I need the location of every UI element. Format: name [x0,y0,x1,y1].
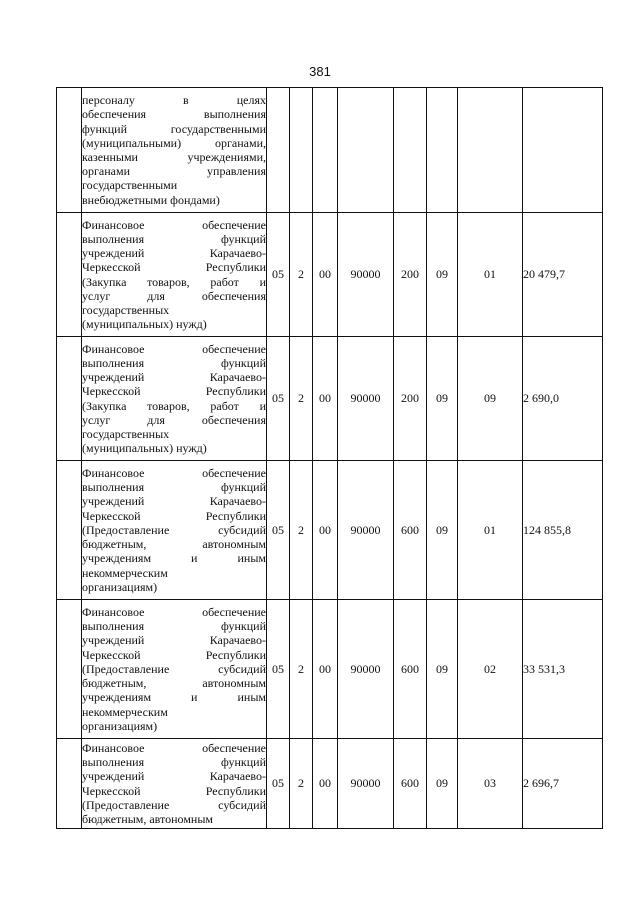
description-line: учреждений Карачаево- [82,370,266,385]
chapter-code-cell: 09 [427,739,458,829]
row-number-cell [57,600,82,739]
direction-code-cell: 90000 [338,600,394,739]
description-cell [82,88,267,213]
description-line: казенными учреждениями, [82,150,266,164]
subprogram-code-cell [313,88,338,213]
subchapter-code-cell: 03 [458,739,523,829]
description-line: функций государственными [82,121,266,136]
expense-type-code-cell [394,88,427,213]
subprogram-code-cell: 00 [313,461,338,600]
direction-code-cell: 90000 [338,337,394,461]
description-line: персоналу в целях [82,93,266,108]
description-line: бюджетным, автономным [82,811,213,826]
description-line: некоммерческим [82,565,168,580]
table-row [57,213,603,337]
budget-table [56,87,603,829]
row-number-cell [57,461,82,600]
description-line: (Предоставление субсидий [82,797,266,812]
description-line: внебюджетными фондами) [82,192,220,207]
description-line: органами управления [82,164,266,179]
description-cell [82,213,267,337]
description-line: (Закупка товаров, работ и [82,398,266,413]
row-number-cell [57,337,82,461]
table-row [57,461,603,600]
amount-cell: 2 696,7 [523,739,603,829]
section-code-cell: 05 [267,213,290,337]
description-line: бюджетным, автономным [82,676,266,691]
amount-cell: 20 479,7 [523,213,603,337]
expense-type-code-cell: 600 [394,600,427,739]
description-line: Черкесской Республики [82,508,266,523]
chapter-code-cell: 09 [427,600,458,739]
description-line: Черкесской Республики [82,647,266,662]
description-line: бюджетным, автономным [82,537,266,552]
direction-code-cell: 90000 [338,739,394,829]
description-line: государственных [82,302,170,317]
subchapter-code-cell: 01 [458,213,523,337]
amount-cell: 2 690,0 [523,337,603,461]
chapter-code-cell: 09 [427,461,458,600]
description-line: Финансовое обеспечение [82,740,266,755]
description-line: (муниципальных) нужд) [82,317,207,332]
description-line: услуг для обеспечения [82,288,266,303]
description-line: (муниципальных) нужд) [82,441,207,456]
description-line: услуг для обеспечения [82,412,266,427]
description-line: (Предоставление субсидий [82,661,266,676]
description-line: Финансовое обеспечение [82,341,266,356]
program-code-cell: 2 [290,213,313,337]
chapter-code-cell [427,88,458,213]
description-line: Финансовое обеспечение [82,466,266,481]
program-code-cell [290,88,313,213]
amount-cell [523,88,603,213]
section-code-cell: 05 [267,461,290,600]
description-line: выполнения функций [82,231,266,246]
subprogram-code-cell: 00 [313,213,338,337]
description-line: некоммерческим [82,704,168,719]
description-line: учреждений Карачаево- [82,246,266,261]
expense-type-code-cell: 600 [394,461,427,600]
description-line: (Предоставление субсидий [82,522,266,537]
direction-code-cell: 90000 [338,461,394,600]
description-line: учреждениям и иным [82,690,266,705]
table-row [57,88,603,213]
row-number-cell [57,88,82,213]
expense-type-code-cell: 200 [394,337,427,461]
description-line: учреждениям и иным [82,551,266,566]
subchapter-code-cell: 02 [458,600,523,739]
table-body [57,88,603,829]
program-code-cell: 2 [290,600,313,739]
description-line: организациям) [82,579,158,594]
subprogram-code-cell: 00 [313,600,338,739]
section-code-cell [267,88,290,213]
row-number-cell [57,739,82,829]
subchapter-code-cell [458,88,523,213]
description-line: (муниципальными) органами, [82,135,266,150]
description-line: выполнения функций [82,480,266,495]
description-line: государственными [82,178,178,193]
description-line: обеспечения выполнения [82,107,266,122]
description-line: выполнения функций [82,355,266,370]
subprogram-code-cell: 00 [313,337,338,461]
description-line: Финансовое обеспечение [82,605,266,620]
description-line: Черкесской Республики [82,783,266,798]
subprogram-code-cell: 00 [313,739,338,829]
program-code-cell: 2 [290,337,313,461]
direction-code-cell [338,88,394,213]
page-number: 381 [309,64,331,79]
program-code-cell: 2 [290,739,313,829]
description-cell [82,600,267,739]
description-line: Финансовое обеспечение [82,217,266,232]
program-code-cell: 2 [290,461,313,600]
section-code-cell: 05 [267,739,290,829]
amount-cell: 124 855,8 [523,461,603,600]
expense-type-code-cell: 200 [394,213,427,337]
section-code-cell: 05 [267,337,290,461]
description-line: выполнения функций [82,619,266,634]
description-cell [82,739,267,829]
amount-cell: 33 531,3 [523,600,603,739]
description-line: Черкесской Республики [82,384,266,399]
table-row [57,739,603,829]
description-cell [82,461,267,600]
chapter-code-cell: 09 [427,213,458,337]
description-line: учреждений Карачаево- [82,769,266,784]
expense-type-code-cell: 600 [394,739,427,829]
description-line: организациям) [82,718,158,733]
subchapter-code-cell: 09 [458,337,523,461]
direction-code-cell: 90000 [338,213,394,337]
description-line: учреждений Карачаево- [82,494,266,509]
description-line: Черкесской Республики [82,260,266,275]
chapter-code-cell: 09 [427,337,458,461]
description-cell [82,337,267,461]
section-code-cell: 05 [267,600,290,739]
description-line: выполнения функций [82,755,266,770]
row-number-cell [57,213,82,337]
subchapter-code-cell: 01 [458,461,523,600]
table-row [57,600,603,739]
description-line: (Закупка товаров, работ и [82,274,266,289]
description-line: учреждений Карачаево- [82,633,266,648]
description-line: государственных [82,426,170,441]
table-row [57,337,603,461]
